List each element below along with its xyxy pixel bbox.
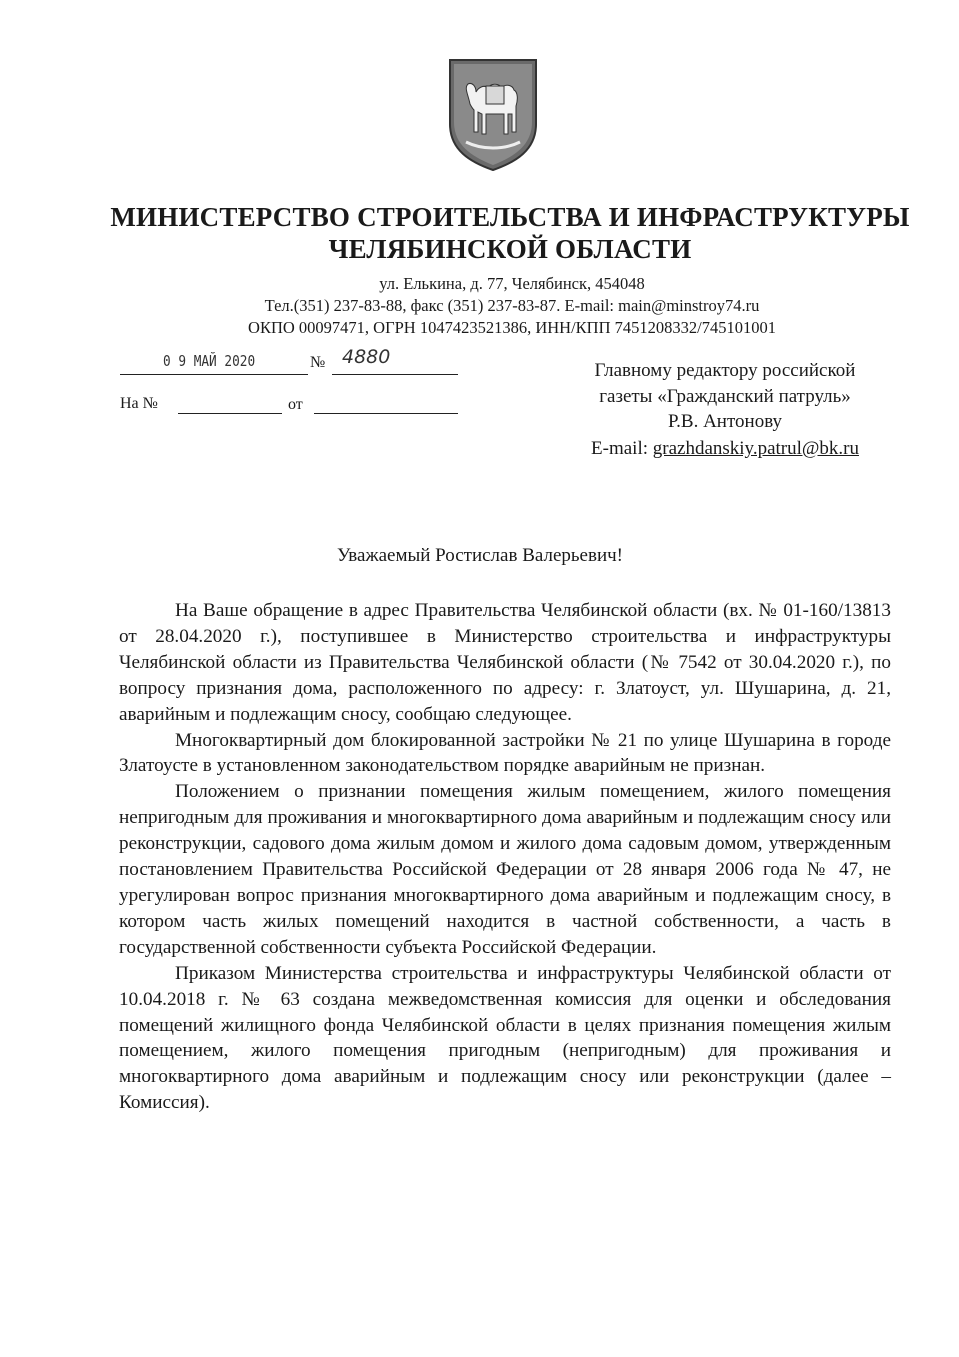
paragraph: Многоквартирный дом блокированной застройки № 21 по улице Шушарина в городе Златоусте в установленном законодательством порядке аварийным не признан. bbox=[119, 729, 891, 777]
recipient-line1: Главному редактору российской bbox=[594, 360, 856, 381]
recipient-email-label: E-mail: bbox=[591, 438, 653, 459]
outgoing-number: 4880 bbox=[342, 346, 391, 368]
paragraph: Положением о признании помещения жилым помещением, жилого помещения непригодным для проживания и многоквартирного дома аварийным и подлежащим сносу или реконструкции, садового дома жилым домом и жилого дома садовым домом, утвержденным постановлением Правительства Российской Федерации от 28 января 2006 года № 47, не урегулирован вопрос признания многоквартирного дома аварийным и подлежащим сносу, в котором часть жилых помещений находится в частной собственности, а часть в государственной собственности субъекта Российской Федерации. bbox=[119, 781, 891, 958]
recipient-line2: газеты «Гражданский патруль» bbox=[599, 386, 851, 407]
greeting: Уважаемый Ростислав Валерьевич! bbox=[336, 545, 623, 566]
coat-of-arms-emblem bbox=[446, 58, 540, 172]
recipient-name: Р.В. Антонову bbox=[667, 411, 783, 432]
number-label: № bbox=[310, 354, 326, 371]
ministry-codes: ОКПО 00097471, ОГРН 1047423521386, ИНН/КПП 7451208332/745101001 bbox=[248, 318, 776, 337]
paragraph: На Ваше обращение в адрес Правительства Челябинской области (вх. № 01-160/13813 от 28.04.2020 г.), поступившее в Министерство строительства и инфраструктуры Челябинской области из Правительства Челябинской области (№ 7542 от 30.04.2020 г.), по вопросу признания дома, расположенного по адресу: г. Златоуст, ул. Шушарина, д. 21, аварийным и подлежащим сносу, сообщаю следующее. bbox=[119, 600, 891, 725]
reply-number-label: На № bbox=[120, 395, 158, 412]
date-underline bbox=[120, 374, 308, 375]
reply-date-underline bbox=[314, 413, 458, 414]
paragraph: Приказом Министерства строительства и инфраструктуры Челябинской области от 10.04.2018 г. № 63 создана межведомственная комиссия для оценки и обследования помещений жилищного фонда Челябинской области в целях признания помещения жилым помещением, жилого помещения пригодным (непригодным) для проживания и многоквартирного дома аварийным и подлежащим сносу или реконструкции (далее – Комиссия). bbox=[119, 962, 891, 1114]
number-underline bbox=[332, 374, 458, 375]
reply-number-underline bbox=[178, 413, 282, 414]
letter-body bbox=[119, 598, 891, 1116]
recipient-email-line bbox=[540, 436, 910, 461]
ministry-title-line2: ЧЕЛЯБИНСКОЙ ОБЛАСТИ bbox=[328, 234, 692, 264]
ministry-address: ул. Елькина, д. 77, Челябинск, 454048 bbox=[379, 274, 645, 293]
ministry-phone-email: Тел.(351) 237-83-88, факс (351) 237-83-87. E-mail: main@minstroy74.ru bbox=[264, 296, 760, 315]
ministry-title-line1: МИНИСТЕРСТВО СТРОИТЕЛЬСТВА И ИНФРАСТРУКТУРЫ bbox=[110, 202, 910, 232]
reply-date-label: от bbox=[288, 396, 303, 413]
date-stamp: 0 9 МАЙ 2020 bbox=[163, 352, 256, 370]
recipient-email-link[interactable]: grazhdanskiy.patrul@bk.ru bbox=[652, 438, 859, 459]
